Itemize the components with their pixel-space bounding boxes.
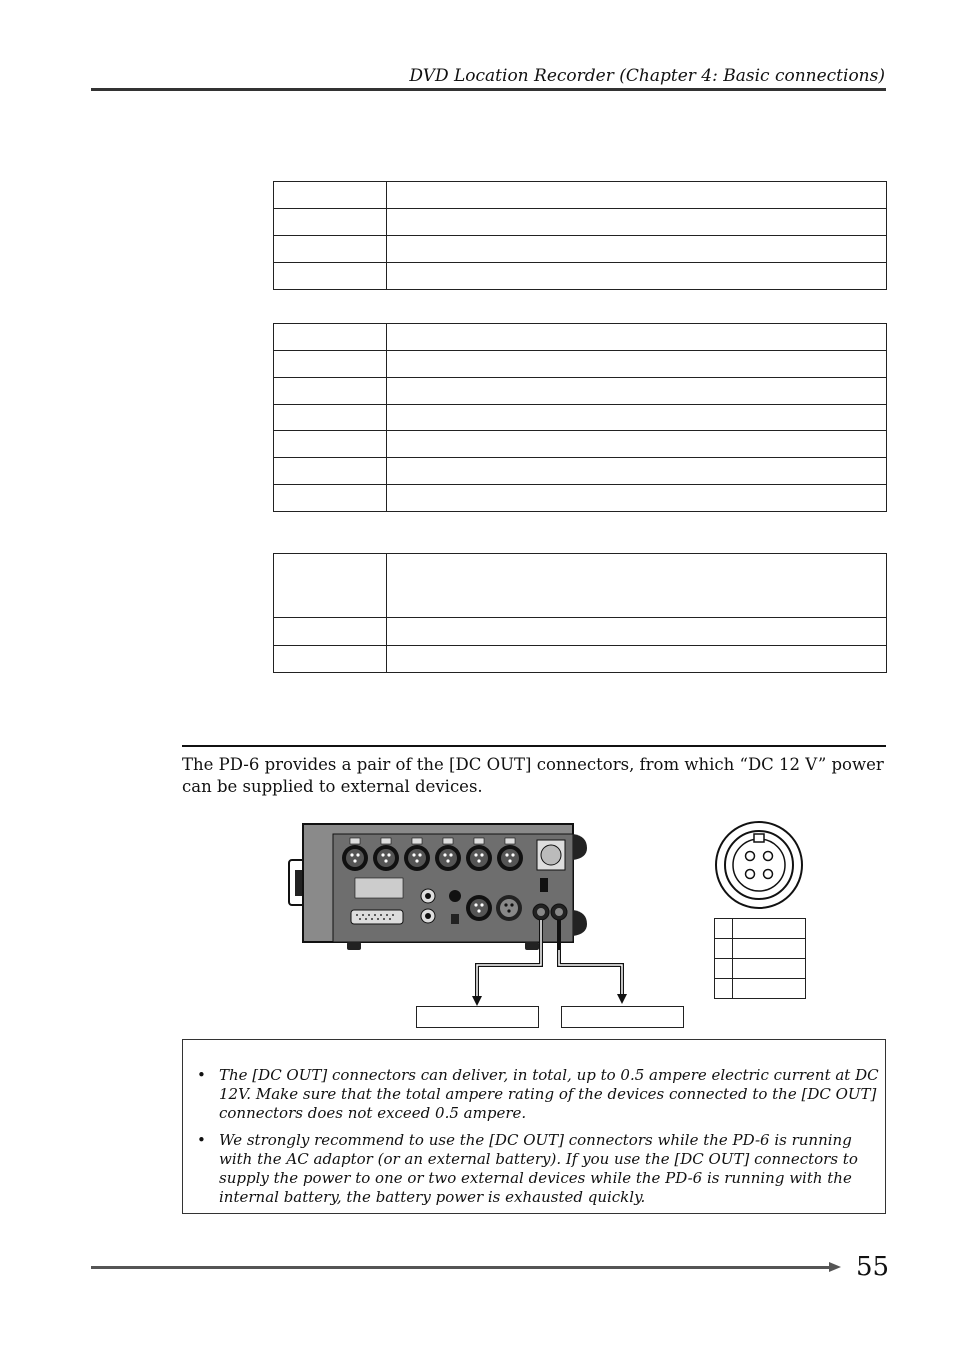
key-notch — [754, 834, 764, 842]
arrow-right-icon — [829, 1262, 841, 1272]
table-row — [274, 458, 887, 485]
note-list — [197, 1066, 879, 1215]
table-row — [274, 378, 887, 405]
pin-3 — [746, 870, 755, 879]
page-number: 55 — [856, 1252, 890, 1282]
pin-1 — [746, 852, 755, 861]
table-row — [274, 351, 887, 378]
table-row — [274, 646, 887, 673]
footer-rule — [91, 1266, 829, 1269]
connector-pin-diagram — [712, 820, 808, 914]
table-row — [274, 324, 887, 351]
list-item — [197, 1066, 879, 1123]
pin-assignment-table — [714, 918, 806, 999]
table-row — [274, 618, 887, 646]
table-row — [274, 263, 887, 290]
header-rule — [91, 88, 886, 91]
dc-cable-2 — [540, 950, 640, 1010]
device-label-box — [561, 1006, 684, 1028]
table-row — [715, 959, 806, 979]
device-label-box — [416, 1006, 539, 1028]
table-row — [274, 182, 887, 209]
section-rule — [182, 745, 886, 747]
page-header-title: DVD Location Recorder (Chapter 4: Basic connections) — [409, 66, 885, 86]
pin-2 — [764, 852, 773, 861]
table-row — [274, 485, 887, 512]
note-text: We strongly recommend to use the [DC OUT] connectors while the PD-6 is running with the AC adaptor (or an external battery). If you use the [DC OUT] connectors to supply the power to one or two external devices while the PD-6 is running with the internal battery, the battery power is exhausted quickly. — [219, 1131, 858, 1206]
table-row — [274, 236, 887, 263]
note-text: The [DC OUT] connectors can deliver, in total, up to 0.5 ampere electric current at DC 12V. Make sure that the total ampere rating of the devices connected to the [DC OUT] connectors does not exceed 0.5 ampere. — [219, 1066, 879, 1122]
table-row — [274, 405, 887, 431]
table-row — [274, 431, 887, 458]
spec-table-2 — [273, 323, 887, 512]
pin-4 — [764, 870, 773, 879]
note-box — [182, 1039, 886, 1214]
bullet: • — [197, 1131, 206, 1149]
spec-table-3 — [273, 553, 887, 673]
table-row — [274, 209, 887, 236]
table-row — [715, 979, 806, 999]
table-row — [274, 554, 887, 618]
spec-table-1 — [273, 181, 887, 290]
list-item — [197, 1131, 879, 1207]
bullet: • — [197, 1066, 206, 1084]
table-row — [715, 919, 806, 939]
table-row — [715, 939, 806, 959]
dsub-connector — [351, 910, 403, 924]
intro-paragraph: The PD-6 provides a pair of the [DC OUT] connectors, from which “DC 12 V” power can be supplied to external devices. — [182, 755, 884, 796]
